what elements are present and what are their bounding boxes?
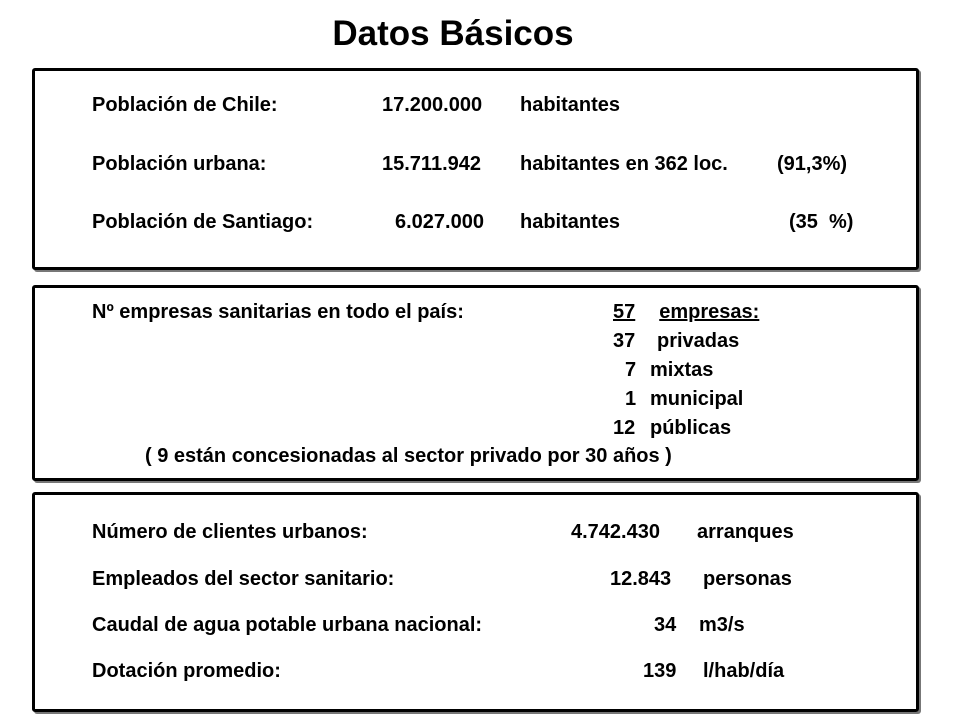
- private-count: 37: [613, 330, 636, 352]
- water-flow-label: Caudal de agua potable urbana nacional:: [92, 614, 483, 636]
- concession-note: ( 9 están concesionadas al sector privado por 30 años ): [145, 445, 672, 467]
- chile-population-label: Población de Chile:: [92, 94, 278, 116]
- public-name: públicas: [650, 417, 732, 439]
- water-flow-unit: m3/s: [699, 614, 745, 636]
- companies-total-count: 57: [613, 301, 636, 323]
- urban-clients-unit: arranques: [697, 521, 794, 543]
- private-name: privadas: [657, 330, 740, 352]
- santiago-population-unit: habitantes: [520, 211, 621, 233]
- employees-unit: personas: [703, 568, 792, 590]
- mixed-count: 7: [625, 359, 637, 381]
- santiago-population-label: Población de Santiago:: [92, 211, 314, 233]
- urban-population-label: Población urbana:: [92, 153, 267, 175]
- urban-clients-value: 4.742.430: [571, 521, 660, 543]
- urban-population-value: 15.711.942: [382, 153, 481, 175]
- chile-population-value: 17.200.000: [382, 94, 483, 116]
- water-flow-value: 34: [654, 614, 677, 636]
- public-count: 12: [613, 417, 636, 439]
- mixed-name: mixtas: [650, 359, 714, 381]
- municipal-count: 1: [625, 388, 637, 410]
- average-allocation-unit: l/hab/día: [703, 660, 785, 682]
- chile-population-unit: habitantes: [520, 94, 621, 116]
- urban-clients-label: Número de clientes urbanos:: [92, 521, 368, 543]
- municipal-name: municipal: [650, 388, 744, 410]
- average-allocation-value: 139: [643, 660, 677, 682]
- santiago-population-value: 6.027.000: [395, 211, 484, 233]
- companies-total-name: empresas:: [659, 301, 760, 323]
- average-allocation-label: Dotación promedio:: [92, 660, 281, 682]
- santiago-population-percent: (35 %): [789, 211, 854, 233]
- page-title: Datos Básicos: [332, 14, 574, 53]
- employees-value: 12.843: [610, 568, 672, 590]
- employees-label: Empleados del sector sanitario:: [92, 568, 395, 590]
- companies-label: Nº empresas sanitarias en todo el país:: [92, 301, 464, 323]
- urban-population-unit: habitantes en 362 loc.: [520, 153, 728, 175]
- companies-total-row: [613, 300, 775, 324]
- urban-population-percent: (91,3%): [777, 153, 848, 175]
